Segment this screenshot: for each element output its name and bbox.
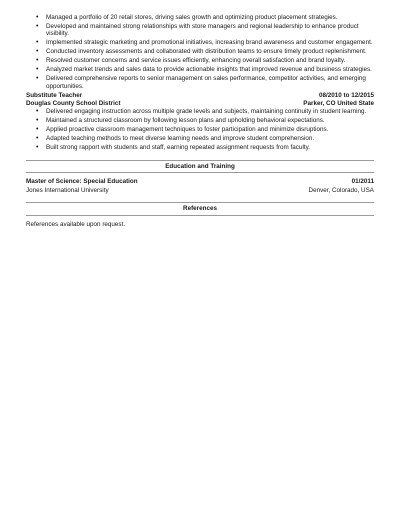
job1-bullet-list bbox=[26, 14, 374, 90]
job2-header bbox=[26, 92, 374, 100]
bullet-item: • Conducted inventory assessments and collaborated with distribution teams to ensure timely product replenishment. bbox=[46, 48, 374, 56]
degree-name: Master of Science: Special Education bbox=[26, 178, 138, 186]
degree-date: 01/2011 bbox=[351, 178, 374, 186]
bullet-item: • Implemented strategic marketing and promotional initiatives, increasing brand awareness and customer engagement. bbox=[46, 39, 374, 47]
employer-location: Parker, CO United State bbox=[303, 99, 374, 107]
employer-name: Douglas County School District bbox=[26, 99, 121, 107]
job2-employer-row bbox=[26, 100, 374, 108]
references-text: References available upon request. bbox=[26, 220, 126, 228]
job-title: Substitute Teacher bbox=[26, 92, 83, 100]
education-header bbox=[26, 178, 374, 186]
education-section-heading: Education and Training bbox=[26, 160, 374, 174]
education-institution-row bbox=[26, 187, 374, 195]
bullet-item: • Resolved customer concerns and service issues efficiently, enhancing overall satisfaction and brand loyalty. bbox=[46, 57, 374, 65]
bullet-item: • Applied proactive classroom management techniques to foster participation and minimize disruptions. bbox=[46, 126, 374, 134]
references-section-heading: References bbox=[26, 202, 374, 216]
bullet-item: • Managed a portfolio of 20 retail stores, driving sales growth and optimizing product placement strategies. bbox=[46, 14, 374, 22]
bullet-item: • Analyzed market trends and sales data to provide actionable insights that improved revenue and business strategies. bbox=[46, 66, 374, 74]
job-dates: 08/2010 to 12/2015 bbox=[319, 92, 374, 100]
bullet-item: • Adapted teaching methods to meet diverse learning needs and improve student comprehension. bbox=[46, 135, 374, 143]
bullet-item: • Delivered comprehensive reports to senior management on sales performance, competitor activities, and emerging opportunities. bbox=[46, 75, 374, 90]
school-location: Denver, Colorado, USA bbox=[308, 186, 374, 194]
bullet-item: • Delivered engaging instruction across multiple grade levels and subjects, maintaining continuity in student learning. bbox=[46, 108, 374, 116]
school-name: Jones International University bbox=[26, 186, 109, 194]
bullet-item: • Developed and maintained strong relationships with store managers and regional leadership to enhance product visibility. bbox=[46, 23, 374, 38]
job2-bullet-list bbox=[26, 108, 374, 151]
bullet-item: • Built strong rapport with students and staff, earning repeated assignment requests from faculty. bbox=[46, 144, 374, 152]
bullet-item: • Maintained a structured classroom by following lesson plans and upholding behavioral expectations. bbox=[46, 117, 374, 125]
